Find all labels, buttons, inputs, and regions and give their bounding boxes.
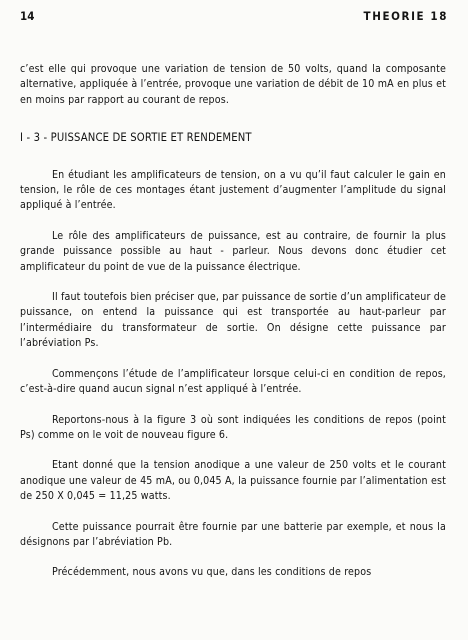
section-heading: I - 3 - PUISSANCE DE SORTIE ET RENDEMENT — [20, 131, 252, 145]
paragraph-voltage-amplifiers: En étudiant les amplificateurs de tension, on a vu qu’il faut calculer le gain en tension, le rôle de ces montages étant justement d’augmenter l’amplitude du signal appliqué à l’entrée. — [20, 168, 446, 212]
paragraph-battery: Cette puissance pourrait être fournie par une batterie par exemple, et nous la désignons par l’abréviation Pb. — [20, 520, 446, 548]
page-header — [20, 9, 448, 27]
page-number: 14 — [20, 9, 35, 23]
paragraph-continued: c’est elle qui provoque une variation de tension de 50 volts, quand la composante alternative, appliquée à l’entrée, provoque une variation de débit de 10 mA en plus et en moins par rapport au courant de repos. — [20, 63, 446, 106]
paragraph-rest-condition: Commençons l’étude de l’amplificateur lorsque celui-ci en condition de repos, c’est-à-dire quand aucun signal n’est appliqué à l’entrée. — [20, 367, 446, 396]
paragraph-power-calculation: Etant donné que la tension anodique a une valeur de 250 volts et le courant anodique une valeur de 45 mA, ou 0,045 A, la puissance fournie par l’alimentation est de 250 X 0,045 = 11,25 watts. — [20, 459, 446, 503]
paragraph-output-power: Il faut toutefois bien préciser que, par puissance de sortie d’un amplificateur de puissance, on entend la puissance qui est transportée au haut-parleur par l’intermédiaire du transformateur de sortie. On désigne cette puissance par l’abréviation Ps. — [20, 291, 446, 350]
paragraph-previously: Précédemment, nous avons vu que, dans les conditions de repos — [52, 566, 372, 579]
page-body — [20, 62, 446, 581]
paragraph-figure-reference: Reportons-nous à la figure 3 où sont indiquées les conditions de repos (point Ps) comme on le voit de nouveau figure 6. — [20, 413, 446, 441]
chapter-title: THEORIE 18 — [363, 9, 448, 23]
paragraph-power-amplifiers: Le rôle des amplificateurs de puissance, est au contraire, de fournir la plus grande puissance possible au haut - parleur. Nous devons donc étudier cet amplificateur du point de vue de la puissance électrique. — [20, 229, 446, 273]
